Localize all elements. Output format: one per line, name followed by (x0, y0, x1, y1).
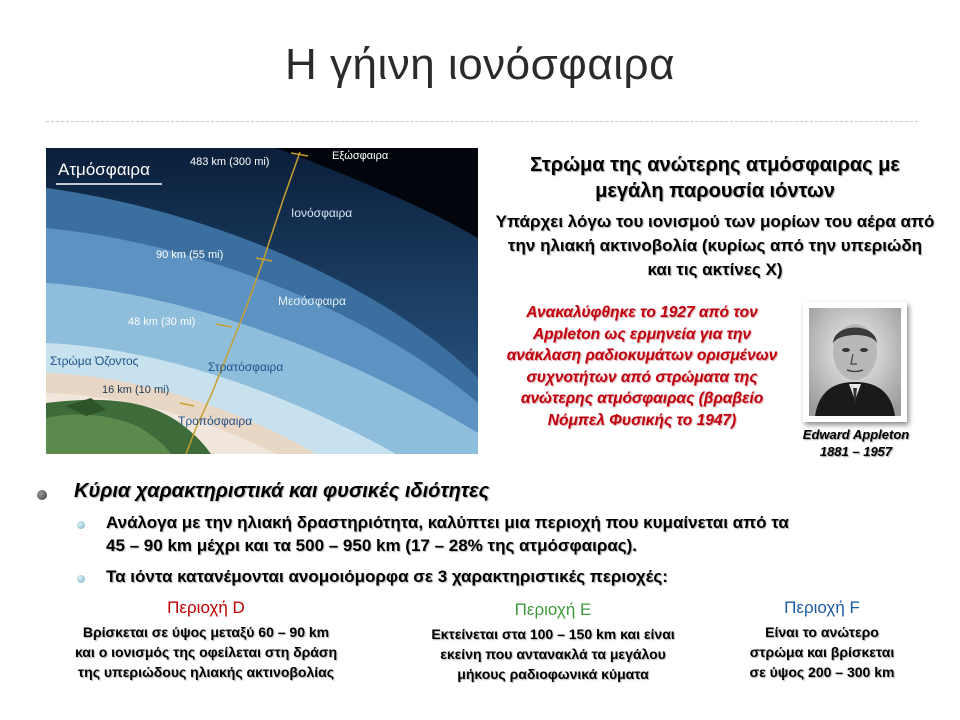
layer-ozone: Στρώμα Όζοντος (50, 354, 139, 368)
altitude-16km: 16 km (10 mi) (102, 384, 170, 396)
region-f-name: Περιοχή F (784, 598, 860, 617)
atmosphere-diagram (46, 148, 478, 454)
region-d-line1: Βρίσκεται σε ύψος μεταξύ 60 – 90 km (82, 624, 330, 640)
region-d (36, 598, 376, 682)
sub-bullet-coverage (106, 511, 789, 557)
region-e-line1: Εκτείνεται στα 100 – 150 km και είναι (431, 626, 675, 642)
altitude-90km: 90 km (55 mi) (156, 249, 224, 261)
portrait-name: Edward Appleton (802, 427, 910, 442)
layer-exosphere: Εξώσφαιρα (332, 150, 389, 162)
altitude-48km: 48 km (30 mi) (128, 316, 196, 328)
region-e-name: Περιοχή E (514, 600, 592, 619)
appleton-portrait (803, 302, 907, 422)
portrait-image (809, 308, 901, 416)
discovery-text: Ανακαλύφθηκε το 1927 από τον Appleton ως ερμηνεία για την ανάκλαση ραδιοκυμάτων ορισμένων συχνοτήτων από στρώματα της ανώτερης ατμόσφαιρας (βραβείο Νόμπελ Φυσικής το 1947) (506, 304, 778, 429)
sub-bullet-icon (77, 575, 85, 583)
region-f (722, 598, 922, 682)
diagram-heading: Ατμόσφαιρα (58, 160, 150, 179)
sub-bullet-distribution (106, 565, 668, 588)
portrait-years: 1881 – 1957 (819, 444, 893, 459)
region-d-line2: και ο ιονισμός της οφείλεται στη δράση (74, 644, 338, 660)
main-bullet-icon (37, 490, 47, 500)
slide-title: Η γήινη ιονόσφαιρα (284, 40, 676, 89)
sub-bullet-icon (77, 521, 85, 529)
layer-troposphere: Τροπόσφαιρα (178, 414, 253, 428)
definition-heading: Στρώμα της ανώτερης ατμόσφαιρας με μεγάλη παρουσία ιόντων (530, 154, 900, 202)
sub-bullet-coverage-line1: Ανάλογα με την ηλιακή δραστηριότητα, καλύπτει μια περιοχή που κυμαίνεται από τα (106, 513, 789, 532)
region-e-line2: εκείνη που αντανακλά τα μεγάλου (440, 646, 666, 662)
layer-mesosphere: Μεσόσφαιρα (278, 294, 346, 308)
region-f-line3: σε ύψος 200 – 300 km (749, 664, 895, 680)
sub-bullet-distribution-line1: Τα ιόντα κατανέμονται ανομοιόμορφα σε 3 χαρακτηριστικές περιοχές: (106, 567, 668, 586)
layer-stratosphere: Στρατόσφαιρα (208, 360, 284, 374)
main-bullet-text: Κύρια χαρακτηριστικά και φυσικές ιδιότητες (74, 480, 490, 502)
definition-body: Υπάρχει λόγω του ιονισμού των μορίων του αέρα από την ηλιακή ακτινοβολία (κυρίως από την υπεριώδη και τις ακτίνες Χ) (495, 212, 935, 279)
portrait-caption (785, 426, 927, 460)
sub-bullet-coverage-line2: 45 – 90 km μέχρι και τα 500 – 950 km (17 – 28% της ατμόσφαιρας). (106, 536, 638, 555)
region-f-line1: Είναι το ανώτερο (765, 624, 879, 640)
layer-ionosphere: Ιονόσφαιρα (291, 206, 353, 220)
region-e-line3: μήκους ραδιοφωνικά κύματα (457, 666, 649, 682)
region-e (392, 600, 714, 684)
atmosphere-diagram-graphic (46, 148, 478, 454)
altitude-483km: 483 km (300 mi) (190, 156, 270, 168)
region-d-name: Περιοχή D (167, 598, 245, 617)
region-d-line3: της υπεριώδους ηλιακής ακτινοβολίας (77, 664, 335, 680)
region-f-line2: στρώμα και βρίσκεται (749, 644, 895, 660)
title-divider (46, 121, 918, 122)
